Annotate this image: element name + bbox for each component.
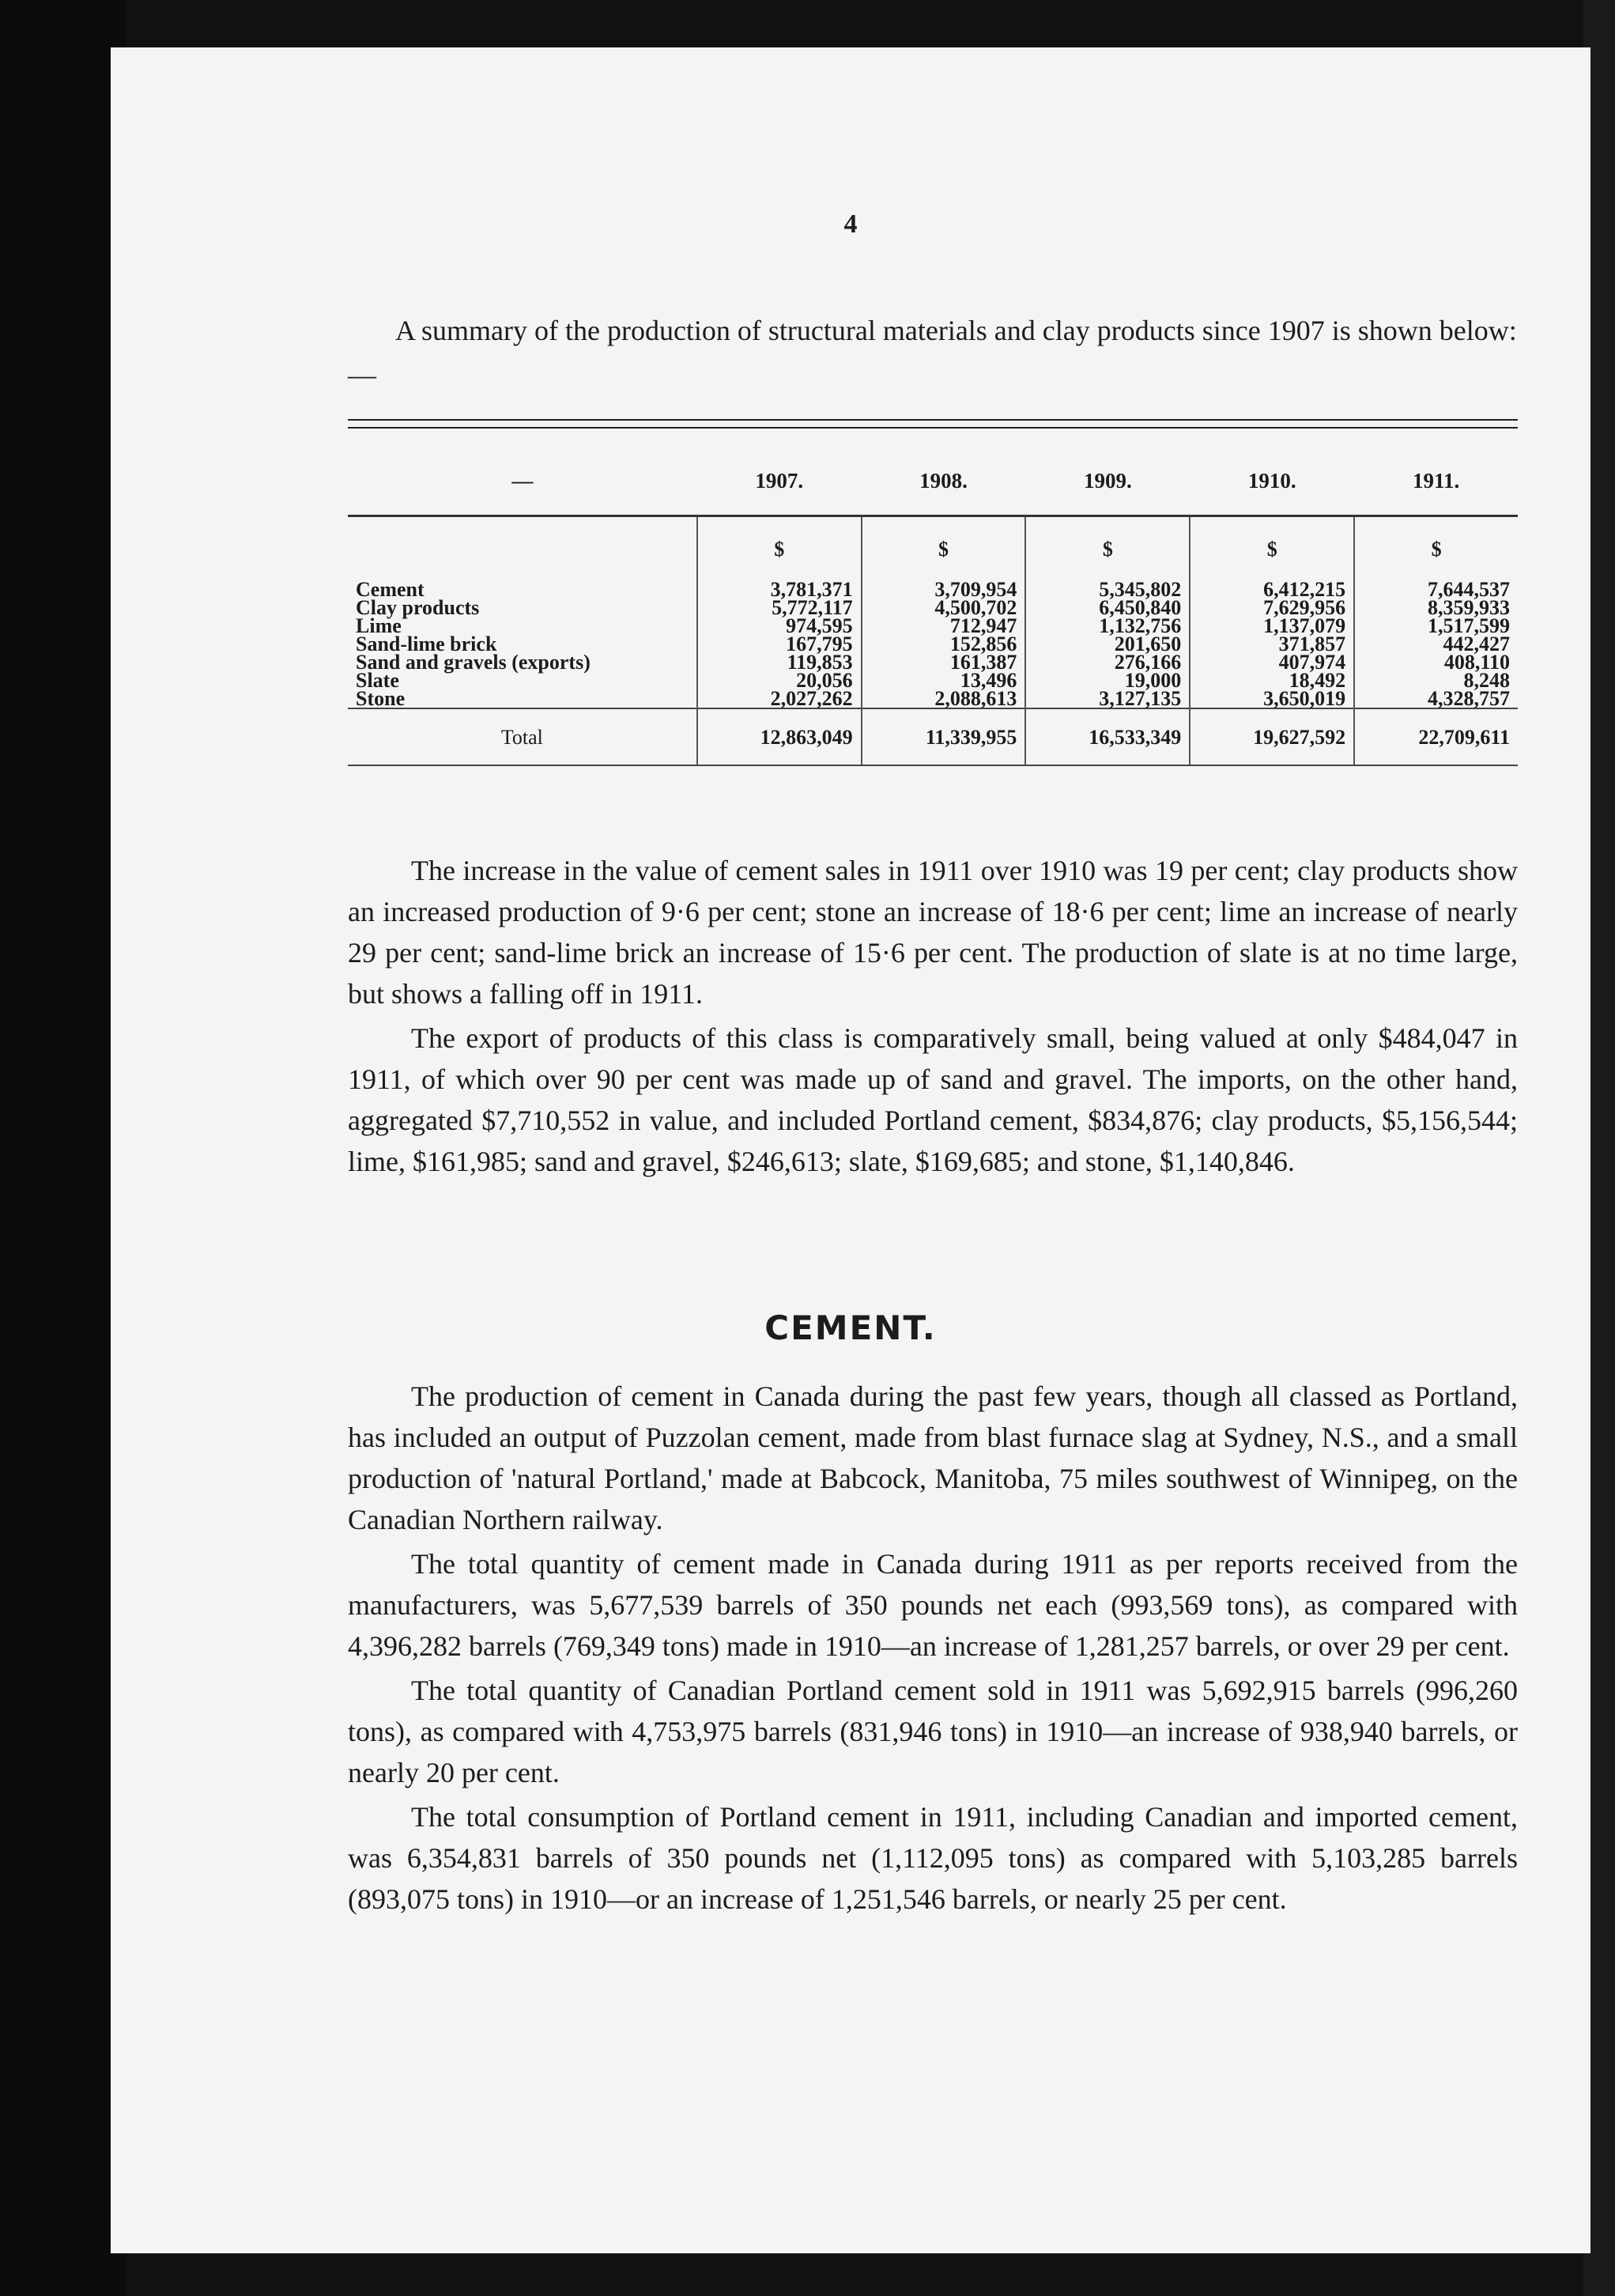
unit-label: $ xyxy=(1354,516,1518,581)
unit-label: $ xyxy=(1190,516,1354,581)
unit-label: $ xyxy=(1025,516,1190,581)
table-row: Cement 3,781,371 3,709,954 5,345,802 6,412,215 7,644,537 xyxy=(348,580,1518,599)
table-header-row xyxy=(348,447,1518,516)
paragraph: The total quantity of cement made in Canada during 1911 as per reports received from the manufacturers, was 5,677,539 barrels of 350 pounds net each (993,569 tons), as compared with 4,396,282 barrels (769,349 tons) made in 1910—an increase of 1,281,257 barrels, or over 29 per cent. xyxy=(348,1548,1518,1662)
unit-row xyxy=(348,516,1518,581)
unit-label: $ xyxy=(862,516,1026,581)
table-row: Sand-lime brick 167,795 152,856 201,650 371,857 442,427 xyxy=(348,635,1518,653)
production-table xyxy=(348,447,1518,766)
table-top-rule xyxy=(348,419,1518,429)
paragraph: The total quantity of Canadian Portland cement sold in 1911 was 5,692,915 barrels (996,260 tons), as compared with 4,753,975 barrels (831,946 tons) in 1910—an increase of 938,940 barrels, or nearly 20 per cent. xyxy=(348,1675,1518,1788)
year-header: 1907. xyxy=(697,447,862,516)
paragraph: The increase in the value of cement sales in 1911 over 1910 was 19 per cent; clay products show an increased production of 9·6 per cent; stone an increase of 18·6 per cent; lime an increase of nearly 29 per cent; sand-lime brick an increase of 15·6 per cent. The production of slate is at no time large, but shows a falling off in 1911. xyxy=(348,855,1518,1010)
table-corner: — xyxy=(348,447,697,516)
year-header: 1910. xyxy=(1190,447,1354,516)
document-page xyxy=(111,47,1590,2253)
paragraph: The total consumption of Portland cement in 1911, including Canadian and imported cement, was 6,354,831 barrels of 350 pounds net (1,112,095 tons) as compared with 5,103,285 barrels (893,075 tons) in 1910—or an increase of 1,251,546 barrels, or nearly 25 per cent. xyxy=(348,1801,1518,1915)
year-header: 1911. xyxy=(1354,447,1518,516)
unit-label: $ xyxy=(697,516,862,581)
year-header: 1909. xyxy=(1025,447,1190,516)
intro-paragraph: A summary of the production of structural materials and clay products since 1907 is shown below:— xyxy=(348,315,1517,391)
table-row: Sand and gravels (exports) 119,853 161,387 276,166 407,974 408,110 xyxy=(348,653,1518,671)
scan-left-border xyxy=(0,0,126,2296)
table-row: Clay products 5,772,117 4,500,702 6,450,840 7,629,956 8,359,933 xyxy=(348,599,1518,617)
table-row: Lime 974,595 712,947 1,132,756 1,137,079 1,517,599 xyxy=(348,617,1518,635)
summary-paragraphs xyxy=(348,850,1518,1185)
table-row: Slate 20,056 13,496 19,000 18,492 8,248 xyxy=(348,671,1518,689)
section-heading: CEMENT. xyxy=(764,1308,937,1347)
paragraph: The export of products of this class is comparatively small, being valued at only $484,047 in 1911, of which over 90 per cent was made up of sand and gravel. The imports, on the other hand, aggregated $7,710,552 in value, and included Portland cement, $834,876; clay products, $5,156,544; lime, $161,985; sand and gravel, $246,613; slate, $169,685; and stone, $1,140,846. xyxy=(348,1022,1518,1177)
total-row: Total 12,863,049 11,339,955 16,533,349 19,627,592 22,709,611 xyxy=(348,708,1518,765)
page-number: 4 xyxy=(843,210,858,239)
cement-paragraphs xyxy=(348,1376,1518,1923)
paragraph: The production of cement in Canada during the past few years, though all classed as Portland, has included an output of Puzzolan cement, made from blast furnace slag at Sydney, N.S., and a small production of 'natural Portland,' made at Babcock, Manitoba, 75 miles southwest of Winnipeg, on the Canadian Northern railway. xyxy=(348,1380,1518,1535)
table-row: Stone 2,027,262 2,088,613 3,127,135 3,650,019 4,328,757 xyxy=(348,689,1518,708)
year-header: 1908. xyxy=(862,447,1026,516)
